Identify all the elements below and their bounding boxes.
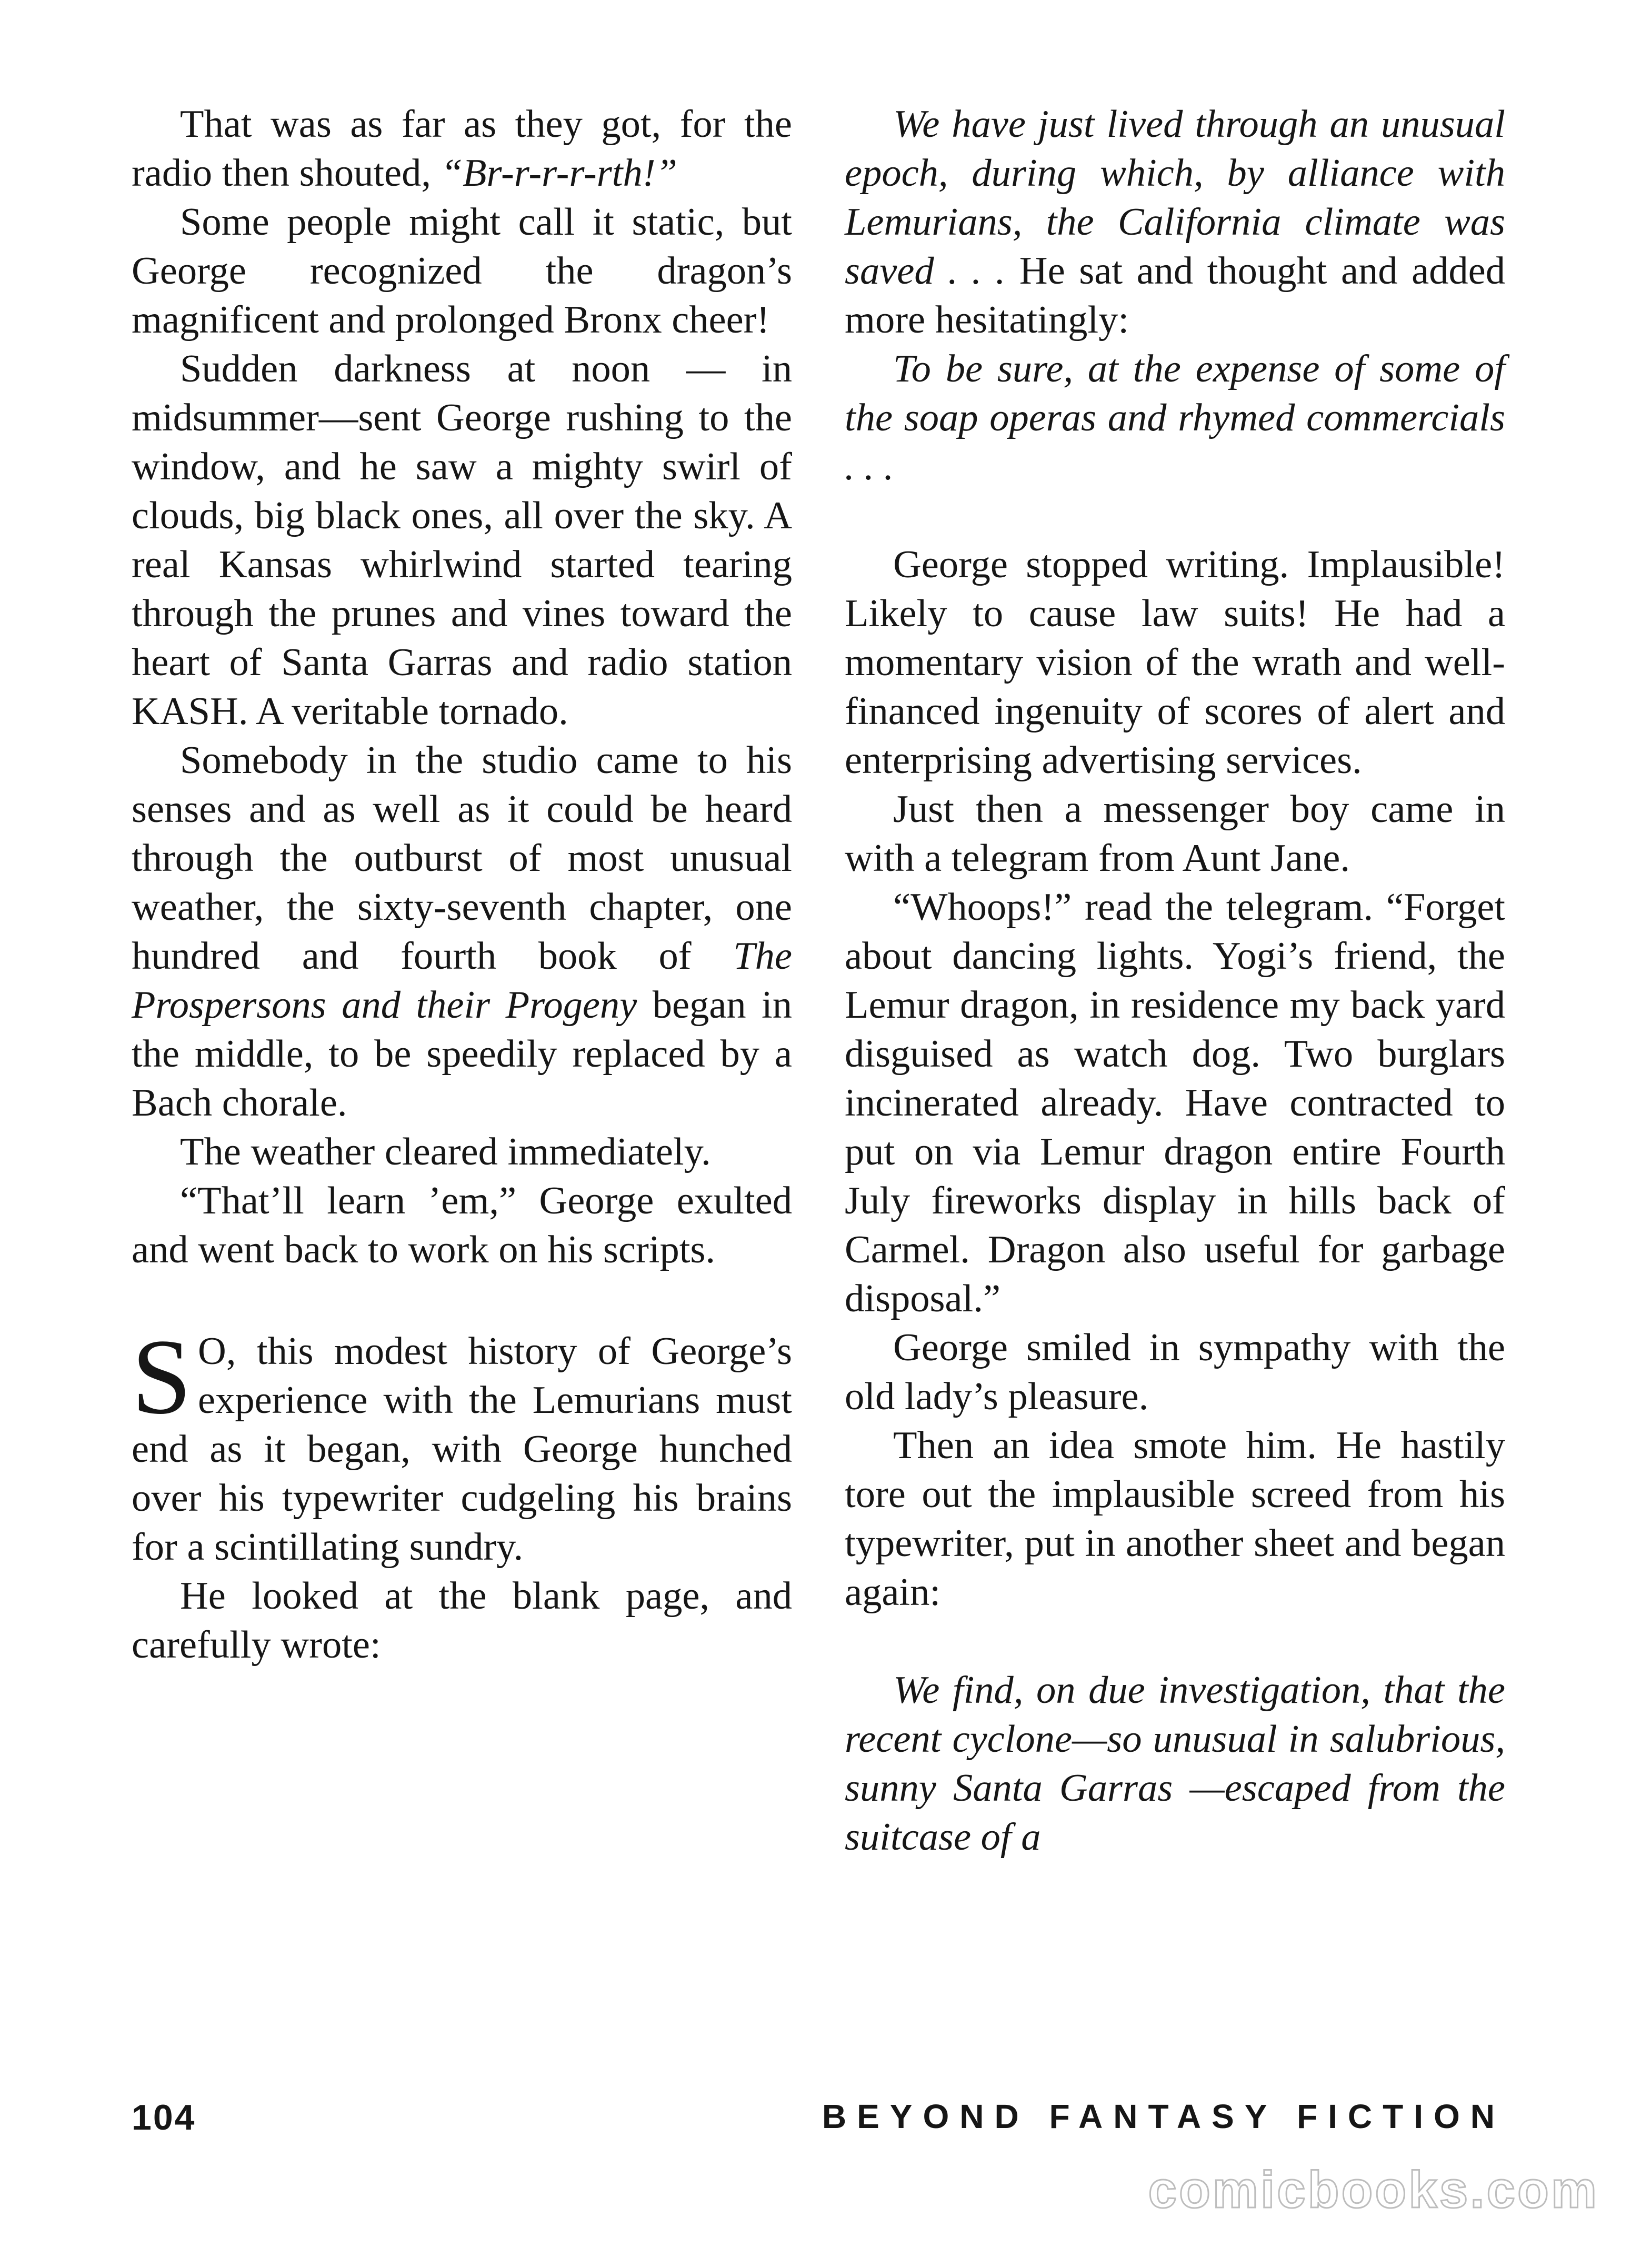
italic-text: We have just lived through an unusual epoch, during which, by alliance with Lemurians, the California climate was saved . . . [845,103,1505,293]
book-title: The Prospersons and their Progeny [132,935,792,1027]
paragraph: He looked at the blank page, and carefully wrote: [132,1574,792,1667]
right-column [845,100,1505,1862]
paragraph [132,100,792,198]
section-break [132,1275,792,1327]
section-break [845,491,1505,540]
paragraph: George stopped writing. Implausible! Likely to cause law suits! He had a momentary vision of the wrath and well-financed ingenuity of scores of alert and enterprising advertising services. [845,543,1505,782]
paragraph: Just then a messenger boy came in with a telegram from Aunt Jane. [845,788,1505,880]
paragraph: George smiled in sympathy with the old lady’s pleasure. [845,1326,1505,1418]
paragraph: The weather cleared immediately. [180,1130,711,1173]
watermark: comicbooks.com [1148,2161,1599,2219]
running-head: BEYOND FANTASY FICTION [822,2098,1505,2135]
paragraph-text: He sat and thought and added more hesitatingly: [845,249,1505,342]
quoted-script: To be sure, at the expense of some of the soap operas and rhymed commercials . . . [845,347,1505,488]
page-number: 104 [132,2098,196,2137]
paragraph [132,736,792,1128]
paragraph-text: O, this modest history of George’s experience with the Lemurians must end as it began, with George hunched over his typewriter cudgeling his brains for a scintillating sundry. [132,1330,792,1569]
paragraph-text: Somebody in the studio came to his senses and as well as it could be heard through the outburst of most unusual weather, the sixty-seventh chapter, one hundred and fourth book of [132,739,792,978]
section-break [845,1617,1505,1666]
paragraph: Sudden darkness at noon — in midsummer—sent George rushing to the window, and he saw a mighty swirl of clouds, big black ones, all over the sky. A real Kansas whirlwind started tearing through the prunes and vines toward the heart of Santa Garras and radio station KASH. A veritable tornado. [132,347,792,733]
paragraph-text: That was as far as they got, for the radio then shouted, [132,103,792,195]
paragraph-dropcap [132,1317,792,1572]
page-footer [132,2097,1505,2144]
italic-text: “Br-r-r-r-rth!” [441,152,677,195]
left-column [132,100,792,1670]
quoted-script [845,100,1505,345]
paragraph: Some people might call it static, but George recognized the dragon’s magnificent and prolonged Bronx cheer! [132,200,792,342]
paragraph-text: began in the middle, to be speedily replaced by a Bach chorale. [132,984,792,1125]
paragraph: “Whoops!” read the telegram. “Forget about dancing lights. Yogi’s friend, the Lemur dragon, in residence my back yard disguised as watch dog. Two burglars incinerated already. Have contracted to put on via Lemur dragon entire Fourth July fireworks display in hills back of Carmel. Dragon also useful for garbage disposal.” [845,886,1505,1320]
quoted-script: We find, on due investigation, that the recent cyclone—so unusual in salubrious, sunny Santa Garras —escaped from the suitcase of a [845,1669,1505,1859]
drop-cap: S [132,1317,192,1437]
paragraph: “That’ll learn ’em,” George exulted and went back to work on his scripts. [132,1179,792,1271]
paragraph: Then an idea smote him. He hastily tore out the implausible screed from his typewriter, put in another sheet and began again: [845,1424,1505,1614]
